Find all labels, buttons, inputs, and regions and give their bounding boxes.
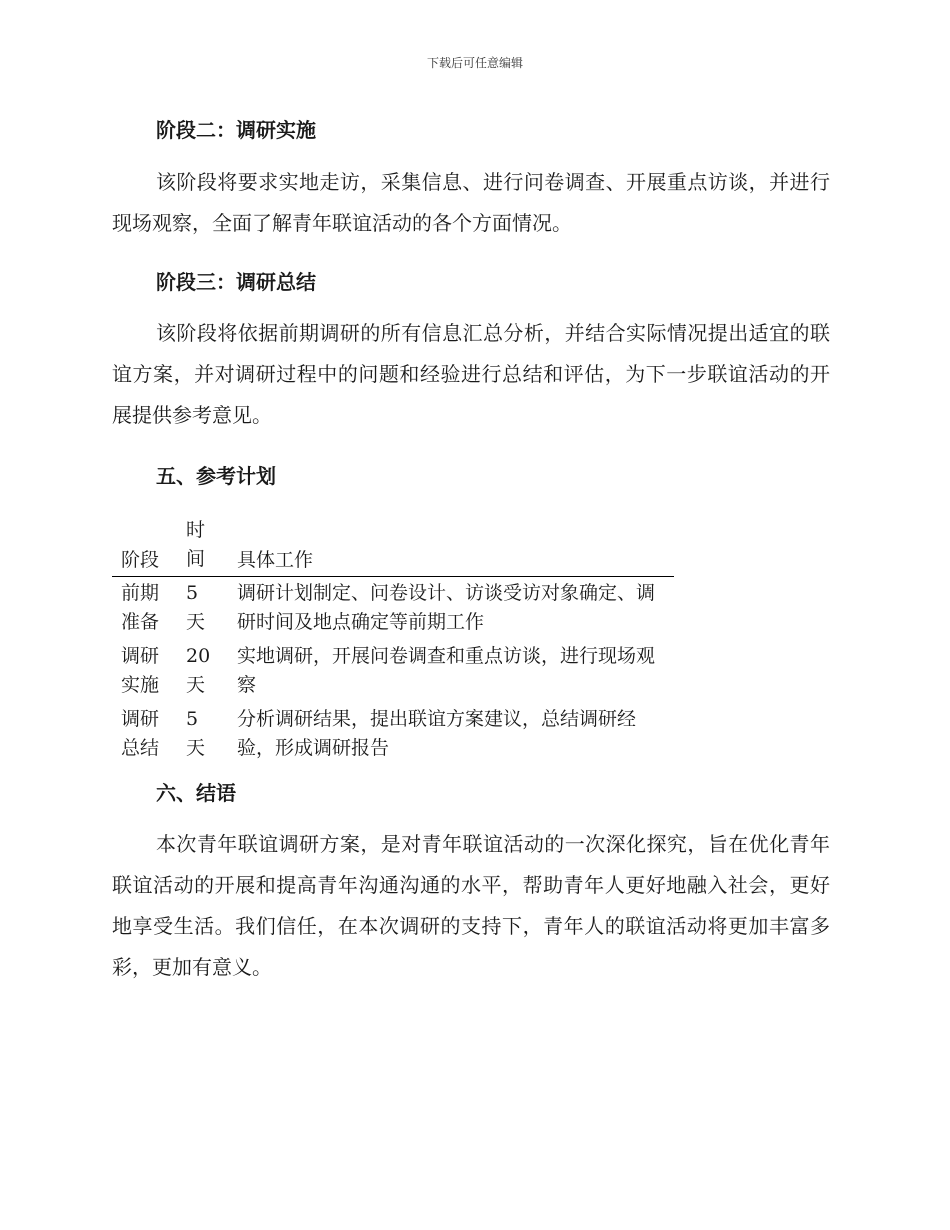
row-work: 调研计划制定、问卷设计、访谈受访对象确定、调研时间及地点确定等前期工作	[237, 582, 656, 633]
table-row	[112, 703, 674, 766]
header-time: 时间	[186, 519, 206, 570]
conclusion-paragraph: 本次青年联谊调研方案，是对青年联谊活动的一次深化探究，旨在优化青年联谊活动的开展和提高青年沟通沟通的水平，帮助青年人更好地融入社会，更好地享受生活。我们信任，在本次调研的支持下，青年人的联谊活动将更加丰富多彩，更加有意义。	[112, 832, 830, 979]
row-stage: 调研实施	[121, 645, 160, 696]
row-time: 20天	[186, 645, 211, 696]
table-row	[112, 577, 674, 640]
plan-heading: 五、参考计划	[156, 464, 276, 488]
plan-table	[112, 512, 674, 766]
table-header	[112, 512, 674, 577]
stage2-heading: 阶段二：调研实施	[156, 118, 316, 142]
conclusion-heading: 六、结语	[156, 781, 236, 805]
page-header-note: 下载后可任意编辑	[426, 56, 523, 70]
stage3-heading: 阶段三：调研总结	[156, 270, 316, 294]
row-stage: 前期准备	[121, 582, 160, 633]
row-work: 实地调研，开展问卷调查和重点访谈，进行现场观察	[237, 645, 656, 696]
row-stage: 调研总结	[121, 708, 160, 759]
row-time: 5天	[186, 582, 206, 633]
row-time: 5天	[186, 708, 206, 759]
stage3-paragraph: 该阶段将依据前期调研的所有信息汇总分析，并结合实际情况提出适宜的联谊方案，并对调研过程中的问题和经验进行总结和评估，为下一步联谊活动的开展提供参考意见。	[112, 321, 830, 427]
table-row	[112, 640, 674, 703]
header-work: 具体工作	[237, 549, 314, 571]
header-stage: 阶段	[121, 549, 160, 571]
stage2-paragraph: 该阶段将要求实地走访，采集信息、进行问卷调查、开展重点访谈，并进行现场观察，全面了解青年联谊活动的各个方面情况。	[112, 170, 830, 235]
row-work: 分析调研结果，提出联谊方案建议，总结调研经验，形成调研报告	[237, 708, 637, 759]
